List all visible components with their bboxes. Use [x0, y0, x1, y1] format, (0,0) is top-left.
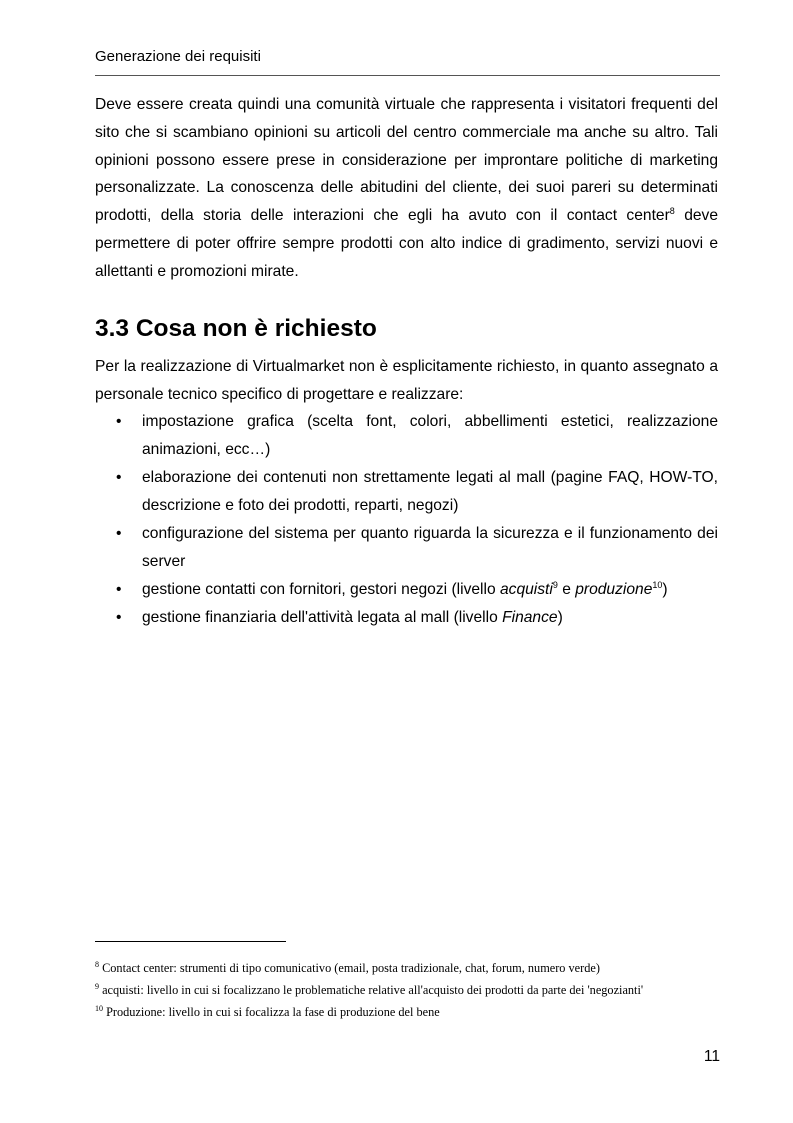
list-item-text: configurazione del sistema per quanto riguarda la sicurezza e il funzionamento dei server	[142, 525, 718, 570]
footnote-rule	[95, 941, 286, 942]
paragraph-text-a: Deve essere creata quindi una comunità virtuale che rappresenta i visitatori frequenti del sito che si scambiano opinioni su articoli del centro commerciale ma anche su altro. Tali opinioni possono essere prese in considerazione per improntare politiche di marketing personalizzate. La conoscenza delle abitudini del cliente, dei suoi pareri su determinati prodotti, della storia delle interazioni che egli ha avuto con il contact center	[95, 96, 718, 225]
list-item-text: gestione contatti con fornitori, gestori negozi (livello	[142, 581, 500, 598]
bullet-icon: •	[116, 469, 122, 486]
list-item-text: elaborazione dei contenuti non strettamente legati al mall (pagine FAQ, HOW-TO, descrizione e foto dei prodotti, reparti, negozi)	[142, 469, 718, 514]
bullet-icon: •	[116, 413, 122, 430]
footnote-number: 9	[95, 982, 99, 991]
list-item-text: )	[662, 581, 668, 598]
footnote	[95, 957, 735, 979]
page-number: 11	[703, 1048, 720, 1065]
requirements-list	[95, 408, 718, 632]
running-header: Generazione dei requisiti	[95, 48, 261, 65]
list-item-text: impostazione grafica (scelta font, colori, abbellimenti estetici, realizzazione animazioni, ecc…)	[142, 413, 718, 458]
footnote-number: 10	[95, 1004, 103, 1013]
emphasis-acquisti: acquisti	[499, 581, 553, 598]
footnote-text: Contact center: strumenti di tipo comunicativo (email, posta tradizionale, chat, forum, numero verde)	[99, 961, 600, 975]
section-heading: 3.3 Cosa non è richiesto	[95, 315, 377, 342]
footnote-ref-8[interactable]: 8	[669, 206, 675, 217]
footnote	[95, 979, 735, 1001]
emphasis-finance: Finance	[502, 609, 558, 626]
bullet-icon: •	[116, 581, 122, 598]
footnote-text: acquisti: livello in cui si focalizzano le problematiche relative all'acquisto dei prodotti da parte dei 'negozianti'	[99, 983, 644, 997]
bullet-icon: •	[116, 609, 122, 626]
footnote-number: 8	[95, 960, 99, 969]
footnote-ref-10[interactable]: 10	[652, 580, 663, 590]
bullet-icon: •	[116, 525, 122, 542]
list-item-text: e	[557, 581, 576, 598]
paragraph-text-b: deve permettere di poter offrire sempre prodotti con alto indice di gradimento, servizi nuovi e allettanti e promozioni mirate.	[95, 207, 719, 280]
footnote	[95, 1001, 735, 1023]
section-intro: Per la realizzazione di Virtualmarket non è esplicitamente richiesto, in quanto assegnato a personale tecnico specifico di progettare e realizzare:	[95, 358, 718, 403]
emphasis-produzione: produzione	[575, 581, 653, 598]
list-item-text: )	[557, 609, 563, 626]
list-item	[95, 408, 718, 464]
list-item	[95, 604, 718, 632]
list-item	[95, 520, 718, 576]
header-rule	[95, 75, 720, 76]
footnotes	[95, 957, 735, 1023]
footnote-text: Produzione: livello in cui si focalizza la fase di produzione del bene	[103, 1005, 440, 1019]
footnote-ref-9[interactable]: 9	[552, 580, 558, 590]
body-paragraph	[95, 91, 718, 286]
list-item	[95, 576, 718, 604]
list-item-text: gestione finanziaria dell'attività legata al mall (livello	[142, 609, 503, 626]
list-item	[95, 464, 718, 520]
